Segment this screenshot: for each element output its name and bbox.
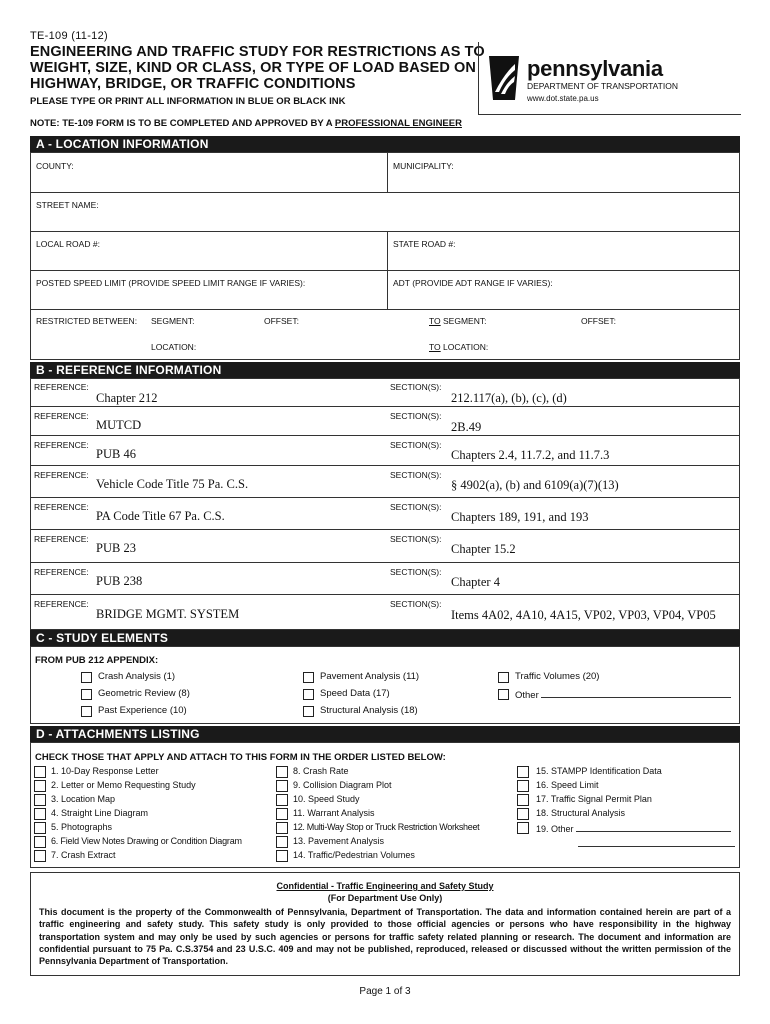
note-text: NOTE: TE-109 FORM IS TO BE COMPLETED AND APPROVED BY A [30, 118, 335, 129]
reference-label: REFERENCE: [34, 470, 89, 480]
local-road-label: LOCAL ROAD #: [36, 239, 100, 249]
attachment-label: 12. Multi-Way Stop or Truck Restriction Worksheet [293, 822, 480, 832]
attachment-checkbox[interactable] [276, 822, 288, 834]
sections-value[interactable]: Items 4A02, 4A10, 4A15, VP02, VP03, VP04, VP05 [451, 608, 716, 622]
reference-label: REFERENCE: [34, 502, 89, 512]
form-number: TE-109 (11-12) [30, 30, 108, 42]
attachment-checkbox[interactable] [34, 836, 46, 848]
reference-row [30, 436, 740, 466]
attachment-checkbox[interactable] [34, 766, 46, 778]
sections-label: SECTION(S): [390, 382, 442, 392]
sections-value[interactable]: § 4902(a), (b) and 6109(a)(7)(13) [451, 478, 619, 492]
attachment-checkbox[interactable] [517, 794, 529, 806]
attachment-checkbox[interactable] [34, 780, 46, 792]
section-a-heading: A - LOCATION INFORMATION [30, 136, 740, 152]
reference-value[interactable]: PA Code Title 67 Pa. C.S. [96, 509, 225, 523]
sections-value[interactable]: Chapters 2.4, 11.7.2, and 11.7.3 [451, 448, 610, 462]
reference-value[interactable]: Vehicle Code Title 75 Pa. C.S. [96, 477, 249, 491]
study-element-checkbox[interactable] [303, 672, 314, 683]
study-element-checkbox[interactable] [81, 706, 92, 717]
to-offset-label: OFFSET: [581, 316, 616, 326]
keystone-icon [485, 54, 523, 102]
attachment-label: 6. Field View Notes Drawing or Condition Diagram [51, 836, 242, 846]
attachment-label: 5. Photographs [51, 822, 113, 832]
street-name-label: STREET NAME: [36, 200, 99, 210]
sections-label: SECTION(S): [390, 534, 442, 544]
study-element-label: Crash Analysis (1) [98, 671, 176, 682]
section-d-heading: D - ATTACHMENTS LISTING [30, 726, 740, 742]
location-label: LOCATION: [151, 342, 197, 352]
attachment-label: 19. Other [536, 822, 731, 834]
county-label: COUNTY: [36, 161, 74, 171]
reference-value[interactable]: PUB 23 [96, 541, 136, 555]
study-element-checkbox[interactable] [81, 689, 92, 700]
confidential-subtitle: (For Department Use Only) [327, 893, 443, 903]
state-road-label: STATE ROAD #: [393, 239, 456, 249]
study-element-label: Speed Data (17) [320, 688, 390, 699]
attachment-checkbox[interactable] [276, 780, 288, 792]
reference-label: REFERENCE: [34, 567, 89, 577]
attachment-label: 18. Structural Analysis [536, 808, 626, 818]
page-number: Page 1 of 3 [359, 986, 411, 997]
department-url[interactable]: www.dot.state.pa.us [527, 94, 599, 103]
attachment-label: 7. Crash Extract [51, 850, 116, 860]
study-element-checkbox[interactable] [303, 706, 314, 717]
reference-value[interactable]: MUTCD [96, 418, 142, 432]
reference-label: REFERENCE: [34, 411, 89, 421]
study-element-label: Traffic Volumes (20) [515, 671, 600, 682]
reference-row [30, 595, 740, 630]
state-name: pennsylvania [527, 56, 663, 81]
study-element-label: Other [515, 688, 731, 701]
to-segment-label: TO SEGMENT: [429, 316, 487, 326]
study-element-label: Past Experience (10) [98, 705, 187, 716]
study-element-checkbox[interactable] [498, 689, 509, 700]
restricted-between-label: RESTRICTED BETWEEN: [36, 316, 138, 326]
study-element-label: Geometric Review (8) [98, 688, 190, 699]
attachment-label: 11. Warrant Analysis [293, 808, 375, 818]
attachment-checkbox[interactable] [276, 808, 288, 820]
sections-label: SECTION(S): [390, 502, 442, 512]
other-line[interactable] [541, 688, 731, 698]
municipality-label: MUNICIPALITY: [393, 161, 454, 171]
attachment-label: 2. Letter or Memo Requesting Study [51, 780, 196, 790]
sections-value[interactable]: Chapters 189, 191, and 193 [451, 510, 589, 524]
attachment-label: 14. Traffic/Pedestrian Volumes [293, 850, 415, 860]
ink-instruction: PLEASE TYPE OR PRINT ALL INFORMATION IN BLUE OR BLACK INK [30, 96, 346, 107]
reference-row [30, 378, 740, 407]
title-line-3: HIGHWAY, BRIDGE, OR TRAFFIC CONDITIONS [30, 76, 356, 92]
reference-value[interactable]: BRIDGE MGMT. SYSTEM [96, 607, 240, 621]
attachment-label: 8. Crash Rate [293, 766, 349, 776]
study-element-checkbox[interactable] [81, 672, 92, 683]
attachment-label: 15. STAMPP Identification Data [536, 766, 662, 776]
attachment-label: 16. Speed Limit [536, 780, 599, 790]
note-emphasis: PROFESSIONAL ENGINEER [334, 118, 462, 129]
form-title [30, 44, 485, 92]
reference-value[interactable]: PUB 238 [96, 574, 143, 588]
attachment-checkbox[interactable] [276, 794, 288, 806]
reference-row [30, 498, 740, 530]
confidential-notice [30, 872, 740, 976]
reference-value[interactable]: PUB 46 [96, 447, 136, 461]
study-element-checkbox[interactable] [498, 672, 509, 683]
attachment-label: 9. Collision Diagram Plot [293, 780, 392, 790]
sections-label: SECTION(S): [390, 470, 442, 480]
confidential-title: Confidential - Traffic Engineering and Safety Study [276, 881, 494, 891]
sections-label: SECTION(S): [390, 440, 442, 450]
section-a-box [30, 152, 740, 360]
attachments-instruction: CHECK THOSE THAT APPLY AND ATTACH TO THIS FORM IN THE ORDER LISTED BELOW: [35, 752, 446, 763]
attachment-checkbox[interactable] [517, 808, 529, 820]
attachment-checkbox[interactable] [276, 836, 288, 848]
attachment-label: 17. Traffic Signal Permit Plan [536, 794, 652, 804]
adt-label: ADT (PROVIDE ADT RANGE IF VARIES): [393, 278, 553, 288]
section-b-heading: B - REFERENCE INFORMATION [30, 362, 740, 378]
department-name: DEPARTMENT OF TRANSPORTATION [527, 81, 678, 91]
attachment-checkbox[interactable] [517, 766, 529, 778]
attachment-checkbox[interactable] [276, 766, 288, 778]
attachment-checkbox[interactable] [276, 850, 288, 862]
reference-label: REFERENCE: [34, 599, 89, 609]
sections-value[interactable]: Chapter 15.2 [451, 542, 516, 556]
other-continuation-line[interactable] [578, 846, 735, 847]
pub212-subheading: FROM PUB 212 APPENDIX: [35, 655, 159, 666]
pe-note [30, 118, 462, 129]
study-element-checkbox[interactable] [303, 689, 314, 700]
title-line-2: WEIGHT, SIZE, KIND OR CLASS, OR TYPE OF LOAD BASED ON [30, 60, 476, 76]
other-line[interactable] [576, 822, 731, 832]
sections-label: SECTION(S): [390, 567, 442, 577]
to-location-label: TO LOCATION: [429, 342, 489, 352]
confidential-body: This document is the property of the Commonwealth of Pennsylvania, Department of Transportation. The data and information contained herein are part of a traffic engineering and safety study. This safety study is only provided to those official agencies or persons who have responsibility in the highway transportation system and may only be used by such agencies or persons for traffic safety related planning or research. The document and information are confidential pursuant to 75 Pa. C.S.3754 and 23 U.S.C. 409 and may not be published, reproduced, released or discussed without the written permission of the Pennsylvania Department of Transportation. [39, 907, 731, 967]
attachment-checkbox[interactable] [34, 850, 46, 862]
attachment-checkbox[interactable] [517, 822, 529, 834]
segment-label: SEGMENT: [151, 316, 195, 326]
reference-label: REFERENCE: [34, 534, 89, 544]
sections-label: SECTION(S): [390, 599, 442, 609]
reference-row [30, 530, 740, 563]
attachment-label: 1. 10-Day Response Letter [51, 766, 159, 776]
study-element-label: Structural Analysis (18) [320, 705, 418, 716]
reference-label: REFERENCE: [34, 382, 89, 392]
section-c-heading: C - STUDY ELEMENTS [30, 630, 740, 646]
attachment-checkbox[interactable] [34, 808, 46, 820]
sections-value[interactable]: 212.117(a), (b), (c), (d) [451, 391, 567, 405]
offset-label: OFFSET: [264, 316, 299, 326]
reference-row [30, 407, 740, 436]
penndot-logo [478, 42, 741, 115]
reference-label: REFERENCE: [34, 440, 89, 450]
attachment-checkbox[interactable] [34, 822, 46, 834]
reference-value[interactable]: Chapter 212 [96, 391, 158, 405]
reference-row [30, 563, 740, 595]
title-line-1: ENGINEERING AND TRAFFIC STUDY FOR RESTRICTIONS AS TO [30, 44, 485, 60]
sections-value[interactable]: Chapter 4 [451, 575, 500, 589]
attachment-label: 3. Location Map [51, 794, 116, 804]
sections-value[interactable]: 2B.49 [451, 420, 482, 434]
sections-label: SECTION(S): [390, 411, 442, 421]
attachment-checkbox[interactable] [517, 780, 529, 792]
attachment-checkbox[interactable] [34, 794, 46, 806]
attachment-label: 10. Speed Study [293, 794, 360, 804]
reference-row [30, 466, 740, 498]
attachment-label: 13. Pavement Analysis [293, 836, 385, 846]
posted-speed-label: POSTED SPEED LIMIT (PROVIDE SPEED LIMIT RANGE IF VARIES): [36, 278, 306, 288]
attachment-label: 4. Straight Line Diagram [51, 808, 149, 818]
study-element-label: Pavement Analysis (11) [320, 671, 420, 682]
